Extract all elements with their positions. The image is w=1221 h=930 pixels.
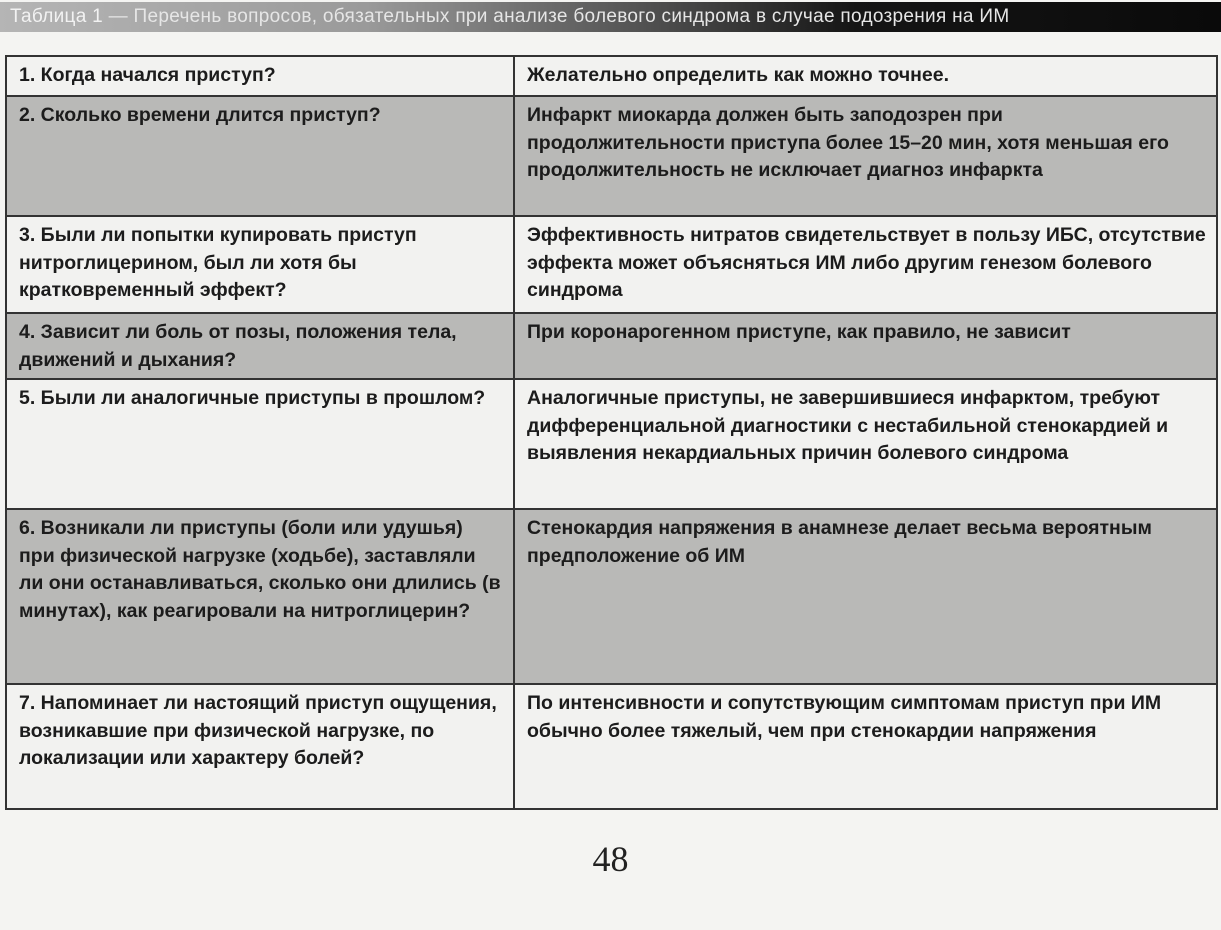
questions-table (5, 55, 1218, 810)
question-cell: 6. Возникали ли приступы (боли или удушья) при физической нагрузке (ходьбе), заставляли ли они останавливаться, сколько они длились (в минутах), как реагировали на нитроглицерин? (6, 509, 514, 684)
answer-cell: Стенокардия напряжения в анамнезе делает весьма вероятным предположение об ИМ (514, 509, 1217, 684)
table-row (6, 379, 1217, 509)
table-label: Таблица 1 (10, 6, 104, 27)
answer-cell: По интенсивности и сопутствующим симптомам приступ при ИМ обычно более тяжелый, чем при стенокардии напряжения (514, 684, 1217, 809)
table-row (6, 216, 1217, 313)
answer-cell: Аналогичные приступы, не завершившиеся инфарктом, требуют дифференциальной диагностики с нестабильной стенокардией и выявления некардиальных причин болевого синдрома (514, 379, 1217, 509)
table-caption (0, 2, 1221, 32)
table-row (6, 313, 1217, 379)
question-cell: 1. Когда начался приступ? (6, 56, 514, 96)
answer-cell: Инфаркт миокарда должен быть заподозрен при продолжительности приступа более 15–20 мин, хотя меньшая его продолжительность не исключает диагноз инфаркта (514, 96, 1217, 216)
question-cell: 2. Сколько времени длится приступ? (6, 96, 514, 216)
answer-cell: Эффективность нитратов свидетельствует в пользу ИБС, отсутствие эффекта может объясняться ИМ либо другим генезом болевого синдрома (514, 216, 1217, 313)
question-cell: 7. Напоминает ли настоящий приступ ощущения, возникавшие при физической нагрузке, по локализации или характеру болей? (6, 684, 514, 809)
table-row (6, 96, 1217, 216)
table-row (6, 56, 1217, 96)
table-title: Перечень вопросов, обязательных при анализе болевого синдрома в случае подозрения на ИМ (133, 6, 1010, 27)
answer-cell: При коронарогенном приступе, как правило, не зависит (514, 313, 1217, 379)
table-row (6, 684, 1217, 809)
question-cell: 3. Были ли попытки купировать приступ нитроглицерином, был ли хотя бы кратковременный эффект? (6, 216, 514, 313)
caption-dash: — (108, 6, 134, 27)
answer-cell: Желательно определить как можно точнее. (514, 56, 1217, 96)
question-cell: 5. Были ли аналогичные приступы в прошлом? (6, 379, 514, 509)
page-number: 48 (592, 839, 629, 879)
table-row (6, 509, 1217, 684)
question-cell: 4. Зависит ли боль от позы, положения тела, движений и дыхания? (6, 313, 514, 379)
